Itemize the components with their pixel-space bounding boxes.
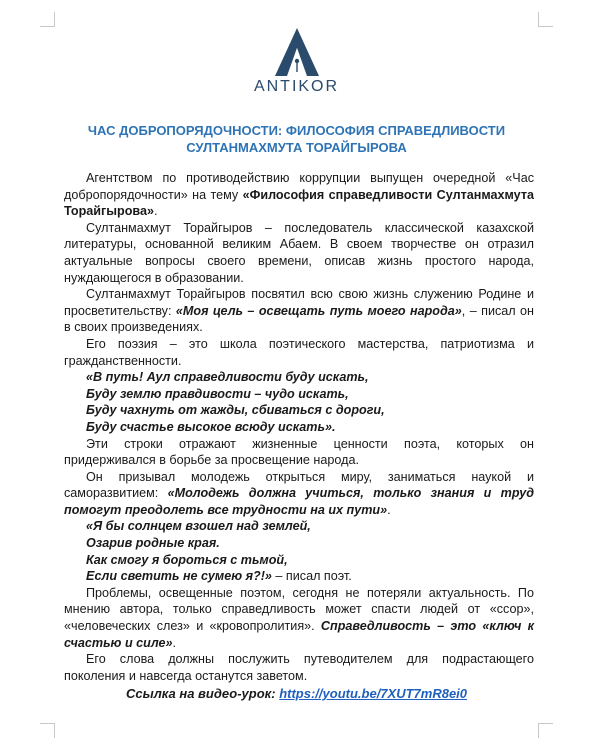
video-link-line (0, 686, 593, 701)
video-link-label: Ссылка на видео-урок: (125, 686, 280, 701)
poem-quote-2 (64, 518, 534, 584)
poem-line: «В путь! Аул справедливости буду искать, (86, 370, 369, 385)
quote-justice: Справедливость – это «ключ к счастью и силе» (64, 619, 534, 650)
paragraph-poetry: Его поэзия – это школа поэтического мастерства, патриотизма и гражданственности. (64, 336, 534, 368)
crop-mark-bottom-left (40, 723, 55, 738)
video-link[interactable]: https://youtu.be/7XUT7mR8ei0 (279, 686, 468, 701)
crop-mark-top-left (40, 12, 55, 27)
poem-line: Буду счастье высокое всюду искать». (86, 419, 336, 434)
paragraph-intro: Агентством по противодействию коррупции выпущен очередной «Час добропорядочности» на тему «Философия справедливости Султанмахмута Торайгырова». (64, 171, 534, 219)
logo-text: ANTIKOR (253, 78, 340, 95)
quote-youth: «Молодежь должна учиться, только знания и труд помогут преодолеть все трудности на их пути» (64, 486, 535, 517)
document-body (64, 170, 534, 684)
paragraph-justice: Проблемы, освещенные поэтом, сегодня не потеряли актуальность. По мнению автора, только справедливость может спасти людей от «ссор», «человеческих слез» и «кровопролития». Справедливость – это «ключ к счастью и силе». (64, 585, 534, 650)
paragraph-youth: Он призывал молодежь открыться миру, заниматься наукой и саморазвитием: «Молодежь должна учиться, только знания и труд помогут преодолеть все трудности на их пути». (64, 469, 535, 517)
paragraph-dedication: Султанмахмут Торайгыров посвятил всю свою жизнь служению Родине и просветительству: «Моя цель – освещать путь моего народа», – писал он в своих произведениях. (64, 287, 534, 335)
quote-goal: «Моя цель – освещать путь моего народа» (175, 303, 462, 318)
poem-line: «Я бы солнцем взошел над землей, (86, 519, 311, 534)
paragraph-legacy: Его слова должны послужить путеводителем для подрастающего поколения и навсегда останутся заветом. (64, 652, 534, 683)
crop-mark-bottom-right (538, 723, 553, 738)
title-line-2: СУЛТАНМАХМУТА ТОРАЙГЫРОВА (186, 140, 407, 155)
poem-line: Буду землю правдивости – чудо искать, (86, 386, 349, 401)
poem-line: Буду чахнуть от жажды, сбиваться с дороги, (86, 403, 385, 418)
crop-mark-top-right (538, 12, 553, 27)
pen-nib-a-icon (274, 28, 320, 76)
poem-line: Как смогу я бороться с тьмой, (86, 552, 288, 567)
poem-line-last: Если светить не сумею я?!» – писал поэт. (86, 569, 352, 584)
title-line-1: ЧАС ДОБРОПОРЯДОЧНОСТИ: ФИЛОСОФИЯ СПРАВЕДЛИВОСТИ (87, 123, 506, 138)
topic-name: «Философия справедливости Султанмахмута Торайгырова» (64, 187, 534, 219)
paragraph-biography: Султанмахмут Торайгыров – последователь классической казахской литературы, основанной великим Абаем. В своем творчестве он отразил актуальные вопросы своего времени, описав жизнь простого народа, нуждающегося в образовании. (64, 220, 534, 285)
paragraph-values: Эти строки отражают жизненные ценности поэта, которых он придерживался в борьбе за просвещение народа. (64, 436, 534, 468)
document-title (60, 122, 533, 156)
antikor-logo (0, 28, 593, 96)
poem-line: Озарив родные края. (86, 536, 220, 551)
poem-quote-1 (64, 369, 534, 435)
